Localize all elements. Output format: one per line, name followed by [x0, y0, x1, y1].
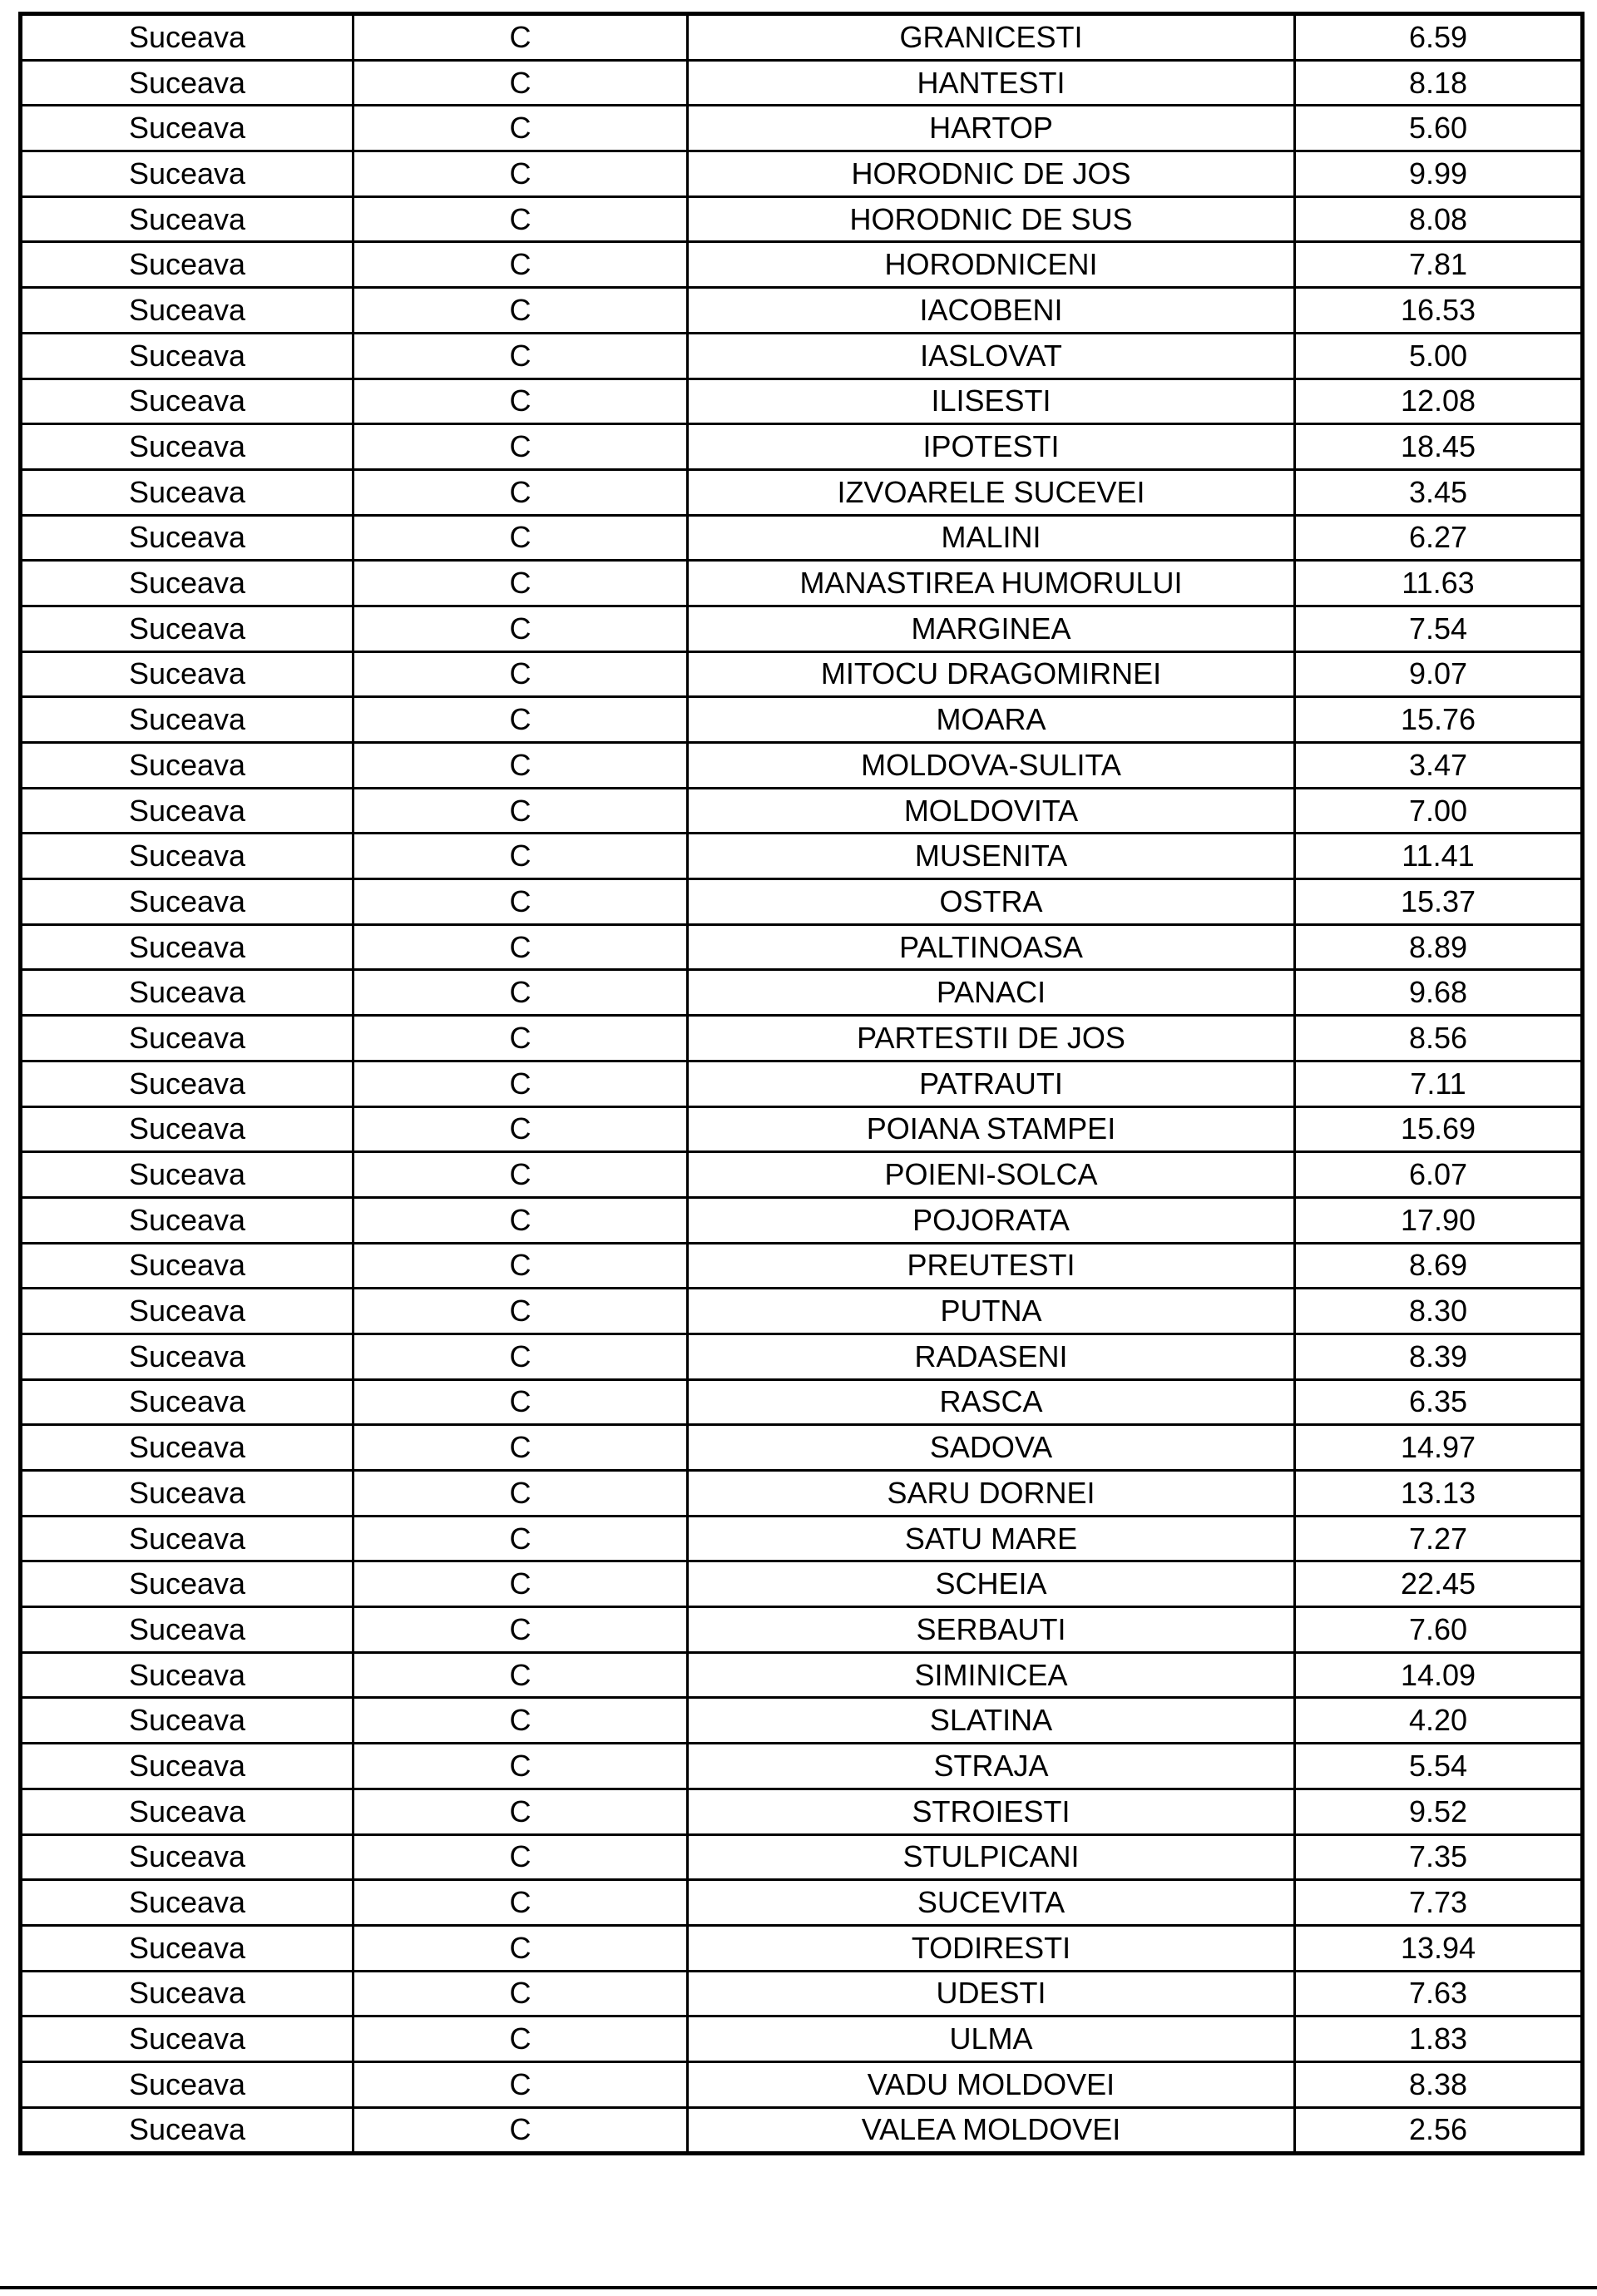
value-cell: 9.99 — [1295, 151, 1583, 197]
type-cell: C — [354, 1197, 688, 1243]
locality-cell: HANTESTI — [688, 60, 1295, 106]
county-cell: Suceava — [21, 1698, 354, 1744]
county-cell: Suceava — [21, 60, 354, 106]
locality-cell: POIENI-SOLCA — [688, 1152, 1295, 1198]
value-cell: 16.53 — [1295, 288, 1583, 334]
locality-cell: GRANICESTI — [688, 14, 1295, 61]
value-cell: 12.08 — [1295, 379, 1583, 424]
table-row — [21, 1652, 1583, 1698]
value-cell: 6.59 — [1295, 14, 1583, 61]
table-row — [21, 1106, 1583, 1152]
table-row — [21, 196, 1583, 242]
table-row — [21, 1243, 1583, 1289]
value-cell: 8.08 — [1295, 196, 1583, 242]
value-cell: 2.56 — [1295, 2107, 1583, 2154]
type-cell: C — [354, 333, 688, 379]
type-cell: C — [354, 1516, 688, 1561]
value-cell: 8.39 — [1295, 1334, 1583, 1379]
county-cell: Suceava — [21, 469, 354, 515]
locality-cell: PUTNA — [688, 1289, 1295, 1334]
type-cell: C — [354, 1379, 688, 1425]
table-row — [21, 1334, 1583, 1379]
type-cell: C — [354, 1698, 688, 1744]
table-row — [21, 1471, 1583, 1517]
county-cell: Suceava — [21, 1289, 354, 1334]
locality-cell: SLATINA — [688, 1698, 1295, 1744]
locality-cell: STROIESTI — [688, 1789, 1295, 1834]
locality-cell: MUSENITA — [688, 834, 1295, 879]
county-cell: Suceava — [21, 196, 354, 242]
value-cell: 7.27 — [1295, 1516, 1583, 1561]
value-cell: 9.68 — [1295, 970, 1583, 1016]
locality-cell: HORODNICENI — [688, 242, 1295, 288]
locality-cell: PREUTESTI — [688, 1243, 1295, 1289]
table-row — [21, 60, 1583, 106]
county-cell: Suceava — [21, 834, 354, 879]
table-row — [21, 379, 1583, 424]
type-cell: C — [354, 1106, 688, 1152]
locality-cell: MARGINEA — [688, 606, 1295, 651]
table-row — [21, 1698, 1583, 1744]
locality-cell: OSTRA — [688, 879, 1295, 925]
locality-cell: PATRAUTI — [688, 1061, 1295, 1106]
table-row — [21, 561, 1583, 606]
value-cell: 15.76 — [1295, 697, 1583, 743]
locality-cell: RADASENI — [688, 1334, 1295, 1379]
locality-cell: MALINI — [688, 515, 1295, 561]
type-cell: C — [354, 1744, 688, 1789]
county-cell: Suceava — [21, 1744, 354, 1789]
county-cell: Suceava — [21, 697, 354, 743]
value-cell: 6.35 — [1295, 1379, 1583, 1425]
county-cell: Suceava — [21, 1061, 354, 1106]
type-cell: C — [354, 2016, 688, 2062]
locality-cell: IASLOVAT — [688, 333, 1295, 379]
type-cell: C — [354, 242, 688, 288]
county-cell: Suceava — [21, 1971, 354, 2016]
county-cell: Suceava — [21, 561, 354, 606]
table-row — [21, 788, 1583, 834]
table-row — [21, 606, 1583, 651]
county-cell: Suceava — [21, 1334, 354, 1379]
locality-cell: SADOVA — [688, 1425, 1295, 1471]
locality-cell: STRAJA — [688, 1744, 1295, 1789]
table-row — [21, 1925, 1583, 1971]
county-cell: Suceava — [21, 651, 354, 697]
locality-cell: MOARA — [688, 697, 1295, 743]
type-cell: C — [354, 2107, 688, 2154]
county-cell: Suceava — [21, 1561, 354, 1607]
value-cell: 8.18 — [1295, 60, 1583, 106]
type-cell: C — [354, 879, 688, 925]
locality-cell: HORODNIC DE SUS — [688, 196, 1295, 242]
value-cell: 13.13 — [1295, 1471, 1583, 1517]
locality-cell: ULMA — [688, 2016, 1295, 2062]
locality-cell: SERBAUTI — [688, 1607, 1295, 1653]
value-cell: 7.73 — [1295, 1880, 1583, 1926]
table-row — [21, 469, 1583, 515]
type-cell: C — [354, 924, 688, 970]
locality-cell: IACOBENI — [688, 288, 1295, 334]
type-cell: C — [354, 697, 688, 743]
county-cell: Suceava — [21, 288, 354, 334]
localities-table — [18, 12, 1585, 2155]
table-row — [21, 1289, 1583, 1334]
locality-cell: ILISESTI — [688, 379, 1295, 424]
table-row — [21, 1425, 1583, 1471]
locality-cell: MITOCU DRAGOMIRNEI — [688, 651, 1295, 697]
value-cell: 8.38 — [1295, 2061, 1583, 2107]
type-cell: C — [354, 288, 688, 334]
value-cell: 7.54 — [1295, 606, 1583, 651]
value-cell: 4.20 — [1295, 1698, 1583, 1744]
value-cell: 7.11 — [1295, 1061, 1583, 1106]
locality-cell: PARTESTII DE JOS — [688, 1016, 1295, 1061]
table-row — [21, 2107, 1583, 2154]
locality-cell: SCHEIA — [688, 1561, 1295, 1607]
type-cell: C — [354, 379, 688, 424]
locality-cell: VALEA MOLDOVEI — [688, 2107, 1295, 2154]
value-cell: 11.41 — [1295, 834, 1583, 879]
value-cell: 9.07 — [1295, 651, 1583, 697]
type-cell: C — [354, 1152, 688, 1198]
county-cell: Suceava — [21, 106, 354, 151]
table-row — [21, 1789, 1583, 1834]
type-cell: C — [354, 2061, 688, 2107]
page-bottom-rule — [0, 2286, 1597, 2289]
value-cell: 3.45 — [1295, 469, 1583, 515]
locality-cell: VADU MOLDOVEI — [688, 2061, 1295, 2107]
table-row — [21, 651, 1583, 697]
value-cell: 15.37 — [1295, 879, 1583, 925]
type-cell: C — [354, 515, 688, 561]
type-cell: C — [354, 1789, 688, 1834]
locality-cell: STULPICANI — [688, 1834, 1295, 1880]
table-row — [21, 1744, 1583, 1789]
county-cell: Suceava — [21, 743, 354, 789]
locality-cell: POIANA STAMPEI — [688, 1106, 1295, 1152]
table-row — [21, 288, 1583, 334]
county-cell: Suceava — [21, 14, 354, 61]
county-cell: Suceava — [21, 1607, 354, 1653]
county-cell: Suceava — [21, 1243, 354, 1289]
county-cell: Suceava — [21, 970, 354, 1016]
county-cell: Suceava — [21, 788, 354, 834]
county-cell: Suceava — [21, 1516, 354, 1561]
county-cell: Suceava — [21, 2016, 354, 2062]
type-cell: C — [354, 1243, 688, 1289]
table-row — [21, 14, 1583, 61]
value-cell: 17.90 — [1295, 1197, 1583, 1243]
type-cell: C — [354, 606, 688, 651]
table-row — [21, 970, 1583, 1016]
locality-cell: RASCA — [688, 1379, 1295, 1425]
table-row — [21, 697, 1583, 743]
value-cell: 8.69 — [1295, 1243, 1583, 1289]
type-cell: C — [354, 743, 688, 789]
county-cell: Suceava — [21, 1925, 354, 1971]
table-row — [21, 743, 1583, 789]
county-cell: Suceava — [21, 515, 354, 561]
locality-cell: SUCEVITA — [688, 1880, 1295, 1926]
value-cell: 7.35 — [1295, 1834, 1583, 1880]
table-row — [21, 1880, 1583, 1926]
value-cell: 14.97 — [1295, 1425, 1583, 1471]
type-cell: C — [354, 469, 688, 515]
locality-cell: MOLDOVA-SULITA — [688, 743, 1295, 789]
county-cell: Suceava — [21, 424, 354, 470]
locality-cell: HARTOP — [688, 106, 1295, 151]
county-cell: Suceava — [21, 333, 354, 379]
data-table-container — [18, 12, 1580, 2155]
county-cell: Suceava — [21, 1880, 354, 1926]
type-cell: C — [354, 14, 688, 61]
table-row — [21, 151, 1583, 197]
type-cell: C — [354, 1925, 688, 1971]
value-cell: 6.07 — [1295, 1152, 1583, 1198]
table-row — [21, 1061, 1583, 1106]
locality-cell: MANASTIREA HUMORULUI — [688, 561, 1295, 606]
table-row — [21, 515, 1583, 561]
table-row — [21, 1379, 1583, 1425]
value-cell: 18.45 — [1295, 424, 1583, 470]
county-cell: Suceava — [21, 924, 354, 970]
type-cell: C — [354, 151, 688, 197]
type-cell: C — [354, 970, 688, 1016]
value-cell: 14.09 — [1295, 1652, 1583, 1698]
type-cell: C — [354, 1652, 688, 1698]
value-cell: 22.45 — [1295, 1561, 1583, 1607]
county-cell: Suceava — [21, 379, 354, 424]
type-cell: C — [354, 1016, 688, 1061]
type-cell: C — [354, 1289, 688, 1334]
type-cell: C — [354, 788, 688, 834]
type-cell: C — [354, 424, 688, 470]
county-cell: Suceava — [21, 1652, 354, 1698]
county-cell: Suceava — [21, 1789, 354, 1834]
table-row — [21, 1197, 1583, 1243]
county-cell: Suceava — [21, 1471, 354, 1517]
county-cell: Suceava — [21, 1379, 354, 1425]
county-cell: Suceava — [21, 1106, 354, 1152]
table-row — [21, 424, 1583, 470]
table-row — [21, 106, 1583, 151]
table-row — [21, 1971, 1583, 2016]
county-cell: Suceava — [21, 1834, 354, 1880]
locality-cell: SATU MARE — [688, 1516, 1295, 1561]
value-cell: 7.60 — [1295, 1607, 1583, 1653]
type-cell: C — [354, 1971, 688, 2016]
value-cell: 3.47 — [1295, 743, 1583, 789]
type-cell: C — [354, 1880, 688, 1926]
type-cell: C — [354, 1561, 688, 1607]
type-cell: C — [354, 1425, 688, 1471]
locality-cell: UDESTI — [688, 1971, 1295, 2016]
value-cell: 7.63 — [1295, 1971, 1583, 2016]
locality-cell: TODIRESTI — [688, 1925, 1295, 1971]
table-row — [21, 1016, 1583, 1061]
type-cell: C — [354, 106, 688, 151]
type-cell: C — [354, 1061, 688, 1106]
table-row — [21, 2016, 1583, 2062]
county-cell: Suceava — [21, 1197, 354, 1243]
locality-cell: POJORATA — [688, 1197, 1295, 1243]
value-cell: 5.00 — [1295, 333, 1583, 379]
table-row — [21, 333, 1583, 379]
value-cell: 7.81 — [1295, 242, 1583, 288]
table-row — [21, 1152, 1583, 1198]
table-row — [21, 2061, 1583, 2107]
type-cell: C — [354, 1334, 688, 1379]
county-cell: Suceava — [21, 1016, 354, 1061]
locality-cell: MOLDOVITA — [688, 788, 1295, 834]
county-cell: Suceava — [21, 2107, 354, 2154]
type-cell: C — [354, 196, 688, 242]
table-row — [21, 1561, 1583, 1607]
value-cell: 9.52 — [1295, 1789, 1583, 1834]
value-cell: 8.89 — [1295, 924, 1583, 970]
county-cell: Suceava — [21, 242, 354, 288]
type-cell: C — [354, 651, 688, 697]
value-cell: 8.56 — [1295, 1016, 1583, 1061]
county-cell: Suceava — [21, 2061, 354, 2107]
table-row — [21, 1516, 1583, 1561]
locality-cell: PALTINOASA — [688, 924, 1295, 970]
table-row — [21, 1607, 1583, 1653]
value-cell: 5.60 — [1295, 106, 1583, 151]
type-cell: C — [354, 561, 688, 606]
value-cell: 7.00 — [1295, 788, 1583, 834]
value-cell: 13.94 — [1295, 1925, 1583, 1971]
value-cell: 1.83 — [1295, 2016, 1583, 2062]
county-cell: Suceava — [21, 1425, 354, 1471]
locality-cell: SIMINICEA — [688, 1652, 1295, 1698]
county-cell: Suceava — [21, 151, 354, 197]
type-cell: C — [354, 1834, 688, 1880]
type-cell: C — [354, 60, 688, 106]
value-cell: 11.63 — [1295, 561, 1583, 606]
table-row — [21, 924, 1583, 970]
locality-cell: IPOTESTI — [688, 424, 1295, 470]
county-cell: Suceava — [21, 879, 354, 925]
table-row — [21, 242, 1583, 288]
locality-cell: PANACI — [688, 970, 1295, 1016]
table-row — [21, 834, 1583, 879]
locality-cell: IZVOARELE SUCEVEI — [688, 469, 1295, 515]
value-cell: 5.54 — [1295, 1744, 1583, 1789]
table-row — [21, 1834, 1583, 1880]
value-cell: 15.69 — [1295, 1106, 1583, 1152]
value-cell: 6.27 — [1295, 515, 1583, 561]
type-cell: C — [354, 1471, 688, 1517]
county-cell: Suceava — [21, 1152, 354, 1198]
table-row — [21, 879, 1583, 925]
type-cell: C — [354, 1607, 688, 1653]
locality-cell: HORODNIC DE JOS — [688, 151, 1295, 197]
type-cell: C — [354, 834, 688, 879]
county-cell: Suceava — [21, 606, 354, 651]
value-cell: 8.30 — [1295, 1289, 1583, 1334]
locality-cell: SARU DORNEI — [688, 1471, 1295, 1517]
table-body — [21, 14, 1583, 2154]
